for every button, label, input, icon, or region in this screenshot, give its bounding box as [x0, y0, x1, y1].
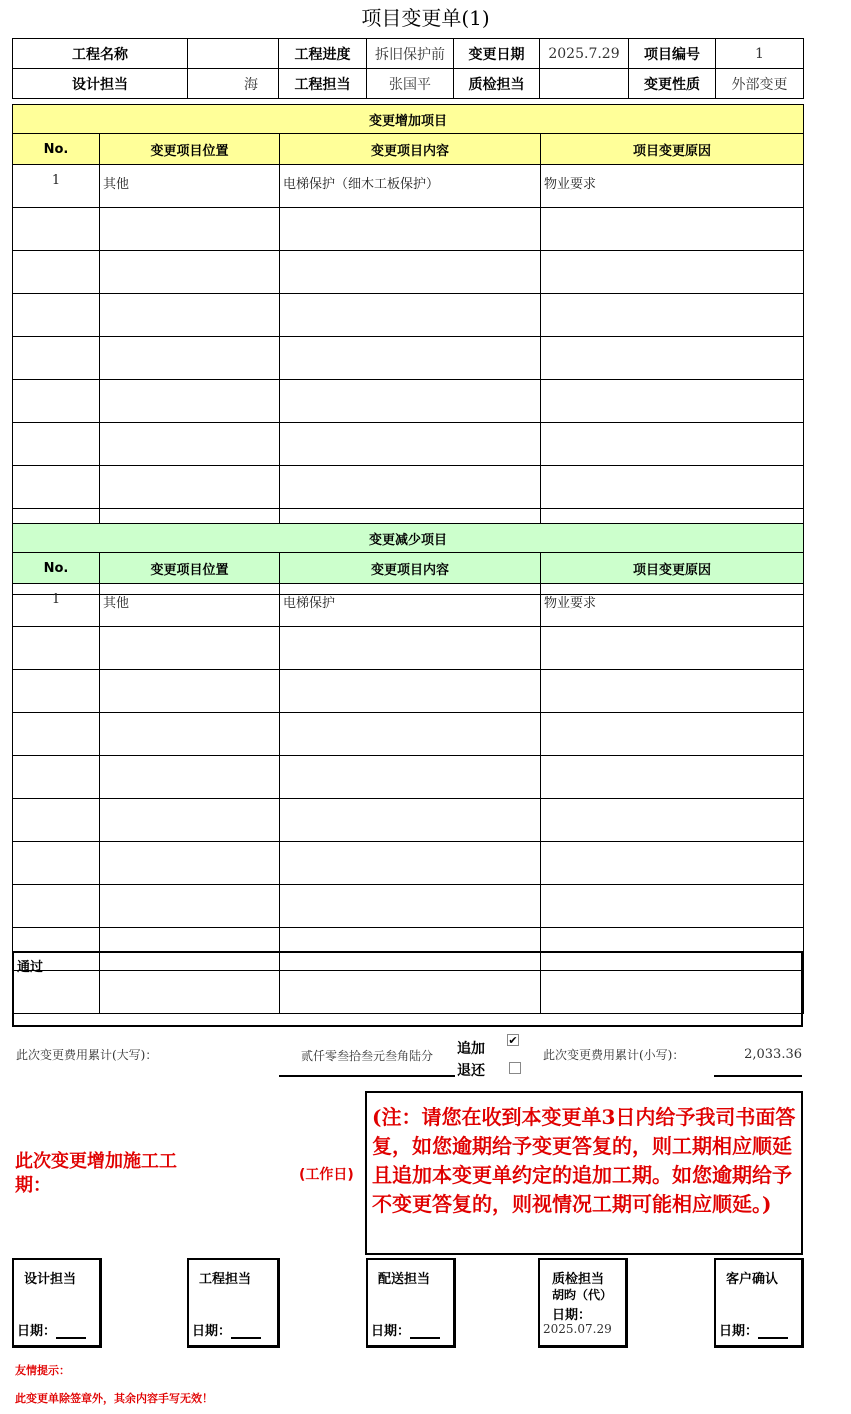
row-no[interactable] [13, 713, 100, 756]
row-no[interactable] [13, 208, 100, 251]
row-reason[interactable] [541, 670, 804, 713]
period-unit: (工作日) [299, 1167, 354, 1183]
table-row [13, 337, 804, 380]
table-row [13, 756, 804, 799]
row-content[interactable]: 电梯保护 [280, 584, 541, 627]
signature-date-label: 日期： [17, 1320, 86, 1339]
qc-label: 质检担当 [454, 69, 540, 99]
row-location[interactable]: 其他 [100, 584, 280, 627]
table-row [13, 885, 804, 928]
row-reason[interactable]: 物业要求 [541, 165, 804, 208]
col-content: 变更项目内容 [280, 134, 541, 165]
signature-qc[interactable] [538, 1258, 628, 1348]
change-date-value[interactable]: 2025.7.29 [540, 39, 629, 69]
row-no[interactable] [13, 294, 100, 337]
signature-delivery[interactable] [366, 1258, 456, 1348]
add-checkbox[interactable]: ✔ [508, 1034, 518, 1047]
row-location[interactable] [100, 670, 280, 713]
row-content[interactable] [280, 885, 541, 928]
row-content[interactable] [280, 799, 541, 842]
col-location: 变更项目位置 [100, 134, 280, 165]
refund-checkbox[interactable] [509, 1062, 521, 1074]
table-row [13, 380, 804, 423]
row-location[interactable] [100, 294, 280, 337]
qc-signer-name: 胡昀（代） [552, 1288, 613, 1302]
tip-label: 友情提示： [15, 1364, 70, 1377]
col-no: No. [13, 134, 100, 165]
period-note: (注：请您在收到本变更单3日内给予我司书面答复，如您逾期给予变更答复的，则工期相应顺延且追加本变更单约定的追加工期。如您逾期给予不变更答复的，则视情况工期可能相应顺延。) [365, 1091, 803, 1255]
row-location[interactable] [100, 251, 280, 294]
table-row [13, 713, 804, 756]
table-row [13, 466, 804, 509]
row-reason[interactable] [541, 627, 804, 670]
row-reason[interactable] [541, 842, 804, 885]
col-location: 变更项目位置 [100, 553, 280, 584]
row-location[interactable] [100, 799, 280, 842]
designer-value[interactable]: 海 [188, 69, 279, 99]
row-reason[interactable] [541, 208, 804, 251]
row-content[interactable] [280, 842, 541, 885]
row-location[interactable]: 其他 [100, 165, 280, 208]
project-no-label: 项目编号 [629, 39, 716, 69]
progress-label: 工程进度 [279, 39, 367, 69]
sub-items-table [12, 523, 804, 1014]
row-location[interactable] [100, 713, 280, 756]
pass-box[interactable] [12, 951, 803, 1027]
row-location[interactable] [100, 885, 280, 928]
period-label: 此次变更增加施工工期： [15, 1151, 177, 1196]
row-reason[interactable] [541, 294, 804, 337]
qc-value[interactable] [540, 69, 629, 99]
row-location[interactable] [100, 466, 280, 509]
col-content: 变更项目内容 [280, 553, 541, 584]
row-no[interactable] [13, 627, 100, 670]
row-content[interactable] [280, 756, 541, 799]
change-date-label: 变更日期 [454, 39, 540, 69]
row-content[interactable] [280, 337, 541, 380]
engineer-value[interactable]: 张国平 [367, 69, 454, 99]
row-no[interactable] [13, 670, 100, 713]
table-row [13, 584, 804, 627]
row-no[interactable] [13, 423, 100, 466]
progress-value[interactable]: 拆旧保护前 [367, 39, 454, 69]
refund-option-label: 退还 [457, 1063, 485, 1079]
row-reason[interactable] [541, 380, 804, 423]
row-content[interactable] [280, 466, 541, 509]
col-no: No. [13, 553, 100, 584]
row-reason[interactable] [541, 423, 804, 466]
row-no[interactable] [13, 251, 100, 294]
lower-total-value[interactable]: 2,033.36 [714, 1044, 802, 1077]
row-content[interactable] [280, 670, 541, 713]
row-reason[interactable] [541, 885, 804, 928]
designer-label: 设计担当 [13, 69, 188, 99]
project-name-value[interactable] [188, 39, 279, 69]
project-no-value[interactable]: 1 [716, 39, 804, 69]
row-no[interactable] [13, 799, 100, 842]
upper-total-value[interactable]: 贰仟零叁拾叁元叁角陆分 [279, 1044, 455, 1077]
sub-section-title: 变更减少项目 [13, 524, 804, 553]
signature-date-label: 日期： [552, 1308, 592, 1323]
row-no[interactable] [13, 885, 100, 928]
signature-date-label: 日期： [719, 1320, 788, 1339]
signature-date-label: 日期： [371, 1320, 440, 1339]
row-reason[interactable] [541, 251, 804, 294]
qc-signed-date: 2025.07.29 [543, 1322, 612, 1336]
row-location[interactable] [100, 842, 280, 885]
signature-customer[interactable] [714, 1258, 804, 1348]
row-no[interactable] [13, 337, 100, 380]
table-row [13, 842, 804, 885]
row-content[interactable]: 电梯保护（细木工板保护） [280, 165, 541, 208]
row-content[interactable] [280, 380, 541, 423]
table-row [13, 208, 804, 251]
row-reason[interactable] [541, 756, 804, 799]
row-content[interactable] [280, 627, 541, 670]
signature-engineer[interactable] [187, 1258, 280, 1348]
table-row [13, 294, 804, 337]
signature-title: 设计担当 [24, 1272, 77, 1287]
table-row [13, 251, 804, 294]
table-row [13, 423, 804, 466]
lower-total-label: 此次变更费用累计(小写)： [543, 1048, 685, 1062]
signature-date-label: 日期： [192, 1320, 261, 1339]
row-content[interactable] [280, 713, 541, 756]
row-no[interactable]: 1 [13, 165, 100, 208]
table-row [13, 799, 804, 842]
row-reason[interactable] [541, 466, 804, 509]
tip-text: 此变更单除签章外，其余内容手写无效！ [15, 1392, 213, 1405]
row-location[interactable] [100, 627, 280, 670]
signature-designer[interactable] [12, 1258, 102, 1348]
row-no[interactable] [13, 756, 100, 799]
row-no[interactable] [13, 842, 100, 885]
page-title: 项目变更单(1) [361, 6, 490, 30]
table-row [13, 670, 804, 713]
row-location[interactable] [100, 423, 280, 466]
row-content[interactable] [280, 251, 541, 294]
row-no[interactable]: 1 [13, 584, 100, 627]
row-reason[interactable] [541, 337, 804, 380]
pass-label: 通过 [17, 960, 44, 975]
nature-label: 变更性质 [629, 69, 716, 99]
add-option-label: 追加 [457, 1041, 485, 1057]
signature-title: 工程担当 [199, 1272, 252, 1287]
col-reason: 项目变更原因 [541, 553, 804, 584]
col-reason: 项目变更原因 [541, 134, 804, 165]
row-content[interactable] [280, 423, 541, 466]
add-section-title: 变更增加项目 [13, 105, 804, 134]
table-row [13, 165, 804, 208]
project-name-label: 工程名称 [13, 39, 188, 69]
signature-title: 配送担当 [378, 1272, 431, 1287]
engineer-label: 工程担当 [279, 69, 367, 99]
row-reason[interactable]: 物业要求 [541, 584, 804, 627]
row-reason[interactable] [541, 713, 804, 756]
row-location[interactable] [100, 380, 280, 423]
nature-value[interactable]: 外部变更 [716, 69, 804, 99]
row-content[interactable] [280, 208, 541, 251]
row-content[interactable] [280, 294, 541, 337]
row-reason[interactable] [541, 799, 804, 842]
row-no[interactable] [13, 380, 100, 423]
row-location[interactable] [100, 208, 280, 251]
upper-total-label: 此次变更费用累计(大写)： [16, 1048, 158, 1062]
add-items-table [12, 104, 804, 595]
row-location[interactable] [100, 756, 280, 799]
row-location[interactable] [100, 337, 280, 380]
table-row [13, 627, 804, 670]
signature-title: 质检担当 [552, 1272, 605, 1287]
signature-title: 客户确认 [726, 1272, 779, 1287]
row-no[interactable] [13, 466, 100, 509]
header-table [12, 38, 804, 99]
